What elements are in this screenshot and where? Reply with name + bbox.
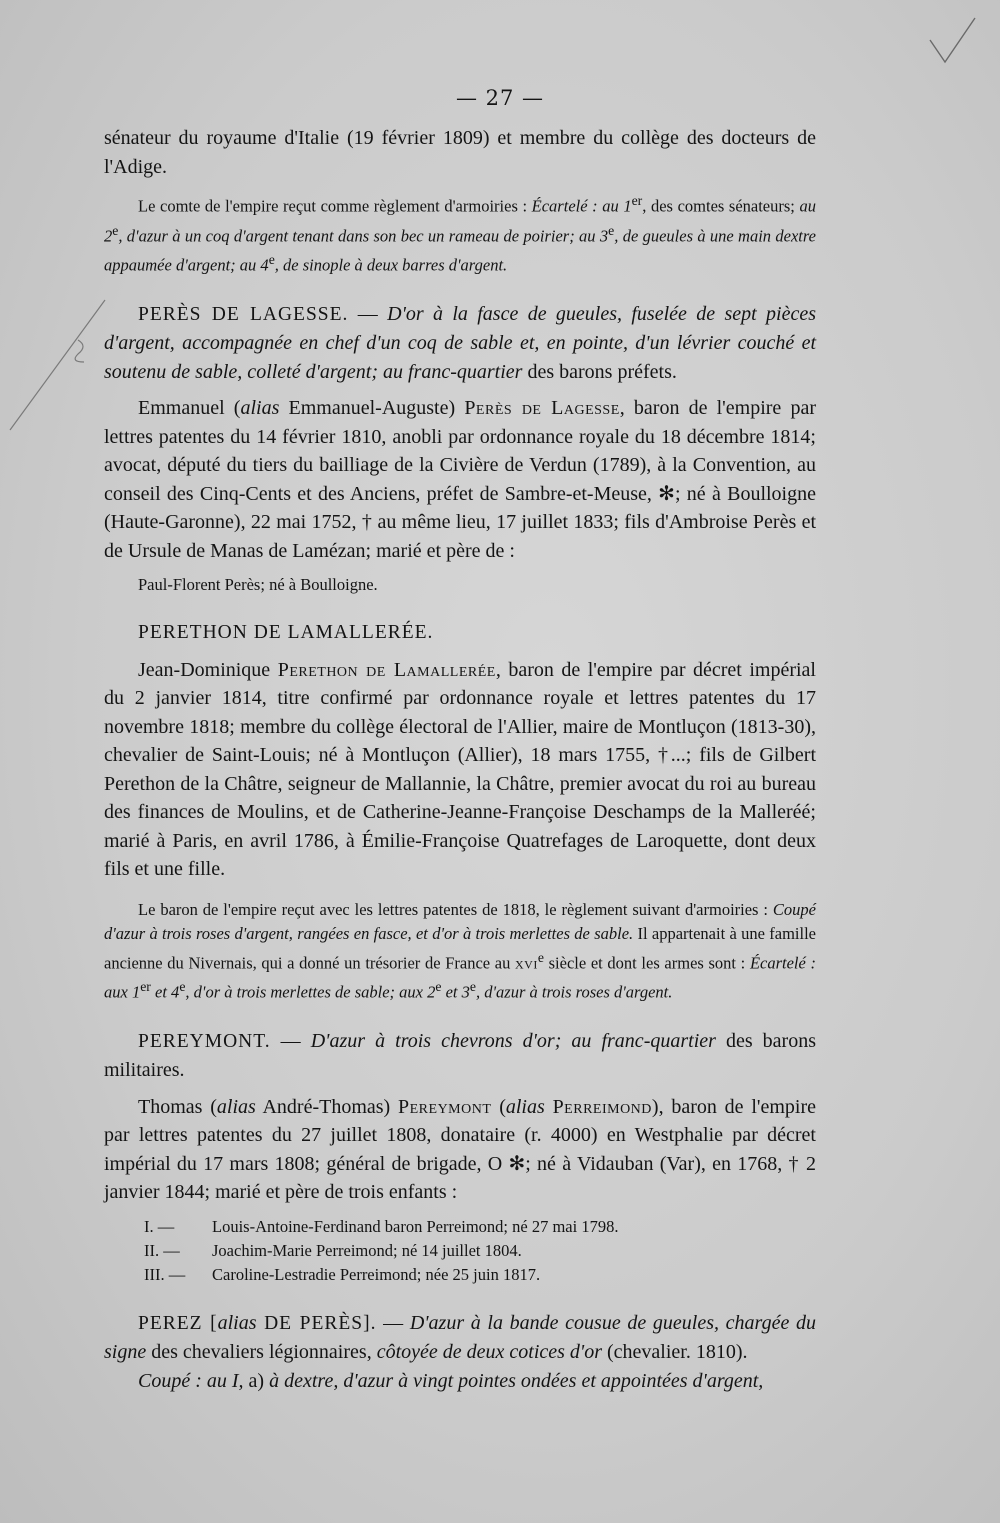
entry-heading-pereymont: PEREYMONT. — D'azur à trois chevrons d'or; au franc-quartier des barons militaires.: [104, 1029, 816, 1081]
entry-heading-perez: PEREZ [alias DE PERÈS]. — D'azur à la bande cousue de gueules, chargée du signe des chevaliers légionnaires, côtoyée de deux cotices d'or (chevalier. 1810).: [104, 1311, 816, 1363]
list-item: III. — Caroline-Lestradie Perreimond; née 25 juin 1817.: [144, 1264, 541, 1284]
paragraph-emmanuel: Emmanuel (alias Emmanuel-Auguste) Perès de Lagesse, baron de l'empire par lettres patentes du 14 février 1810, anobli par ordonnance royale du 18 décembre 1814; avocat, député du tiers du bailliage de la Civière de Verdun (1789), à la Convention, au conseil des Cinq-Cents et des Anciens, préfet de Sambre-et-Meuse, ✻; né à Boulloigne (Haute-Garonne), 22 mai 1752, † au même lieu, 17 juillet 1833; fils d'Ambroise Perès et de Ursule de Manas de Lamézan; marié et père de :: [104, 397, 816, 562]
list-item: I. — Louis-Antoine-Ferdinand baron Perreimond; né 27 mai 1798.: [144, 1216, 619, 1236]
children-list: [104, 1215, 816, 1287]
page-number: — 27 —: [455, 86, 545, 110]
entry-heading-peres-de-lagesse: PERÈS DE LAGESSE. — D'or à la fasce de gueules, fuselée de sept pièces d'argent, accompagnée en chef d'un coq de sable et, en pointe, d'un lévrier couché et soutenu de sable, colleté d'argent; au franc-quartier des barons préfets.: [104, 302, 817, 383]
paragraph-armoiries-baron: Le baron de l'empire reçut avec les lettres patentes de 1818, le règlement suivant d'armoiries : Coupé d'azur à trois roses d'argent, rangées en fasce, et d'or à trois merlettes de sable. Il appartenait à une famille ancienne du Nivernais, qui a donné un trésorier de France au xvi$^e$ siècle et dont les armes sont : Écartelé : aux 1er et 4e, d'or à trois merlettes de sable; aux 2e et 3e, d'azur à trois roses d'argent.: [104, 899, 816, 1002]
paragraph-paul-florent: Paul-Florent Perès; né à Boulloigne.: [138, 575, 378, 594]
paragraph-thomas: Thomas (alias André-Thomas) Pereymont (alias Perreimond), baron de l'empire par lettres patentes du 27 juillet 1808, donataire (r. 4000) en Westphalie par décret impérial du 17 mars 1808; général de brigade, O ✻; né à Vidauban (Var), en 1768, † 2 janvier 1844; marié et père de trois enfants :: [104, 1095, 817, 1203]
page-body: [104, 124, 816, 1395]
list-item: II. — Joachim-Marie Perreimond; né 14 juillet 1804.: [144, 1240, 522, 1260]
paragraph-coupe: Coupé : au I, a) à dextre, d'azur à vingt pointes ondées et appointées d'argent,: [138, 1369, 764, 1392]
entry-heading-perethon: PERETHON DE LAMALLERÉE.: [138, 622, 434, 643]
paragraph-senateur: sénateur du royaume d'Italie (19 février 1809) et membre du collège des docteurs de l'Adige.: [104, 127, 816, 178]
paragraph-jean-dominique: Jean-Dominique Perethon de Lamallerée, baron de l'empire par décret impérial du 2 janvier 1814, titre confirmé par ordonnance royale et lettres patentes du 17 novembre 1818; membre du collège électoral de l'Allier, maire de Montluçon (1813-30), chevalier de Saint-Louis; né à Montluçon (Allier), 18 mars 1755, †...; fils de Gilbert Perethon de la Châtre, seigneur de Mallannie, la Châtre, premier avocat du roi au bureau des finances de Moulins, et de Catherine-Jeanne-Françoise Deschamps de la Malleréé; marié à Paris, en avril 1786, à Émilie-Françoise Quatrefages de Laroquette, dont deux fils et une fille.: [104, 658, 816, 880]
paragraph-armoiries-comte: Le comte de l'empire reçut comme règlement d'armoiries : Écartelé : au 1er, des comtes sénateurs; au 2e, d'azur à un coq d'argent tenant dans son bec un rameau de poirier; au 3e, de gueules à une main dextre appaumée d'argent; au 4e, de sinople à deux barres d'argent.: [104, 193, 817, 275]
